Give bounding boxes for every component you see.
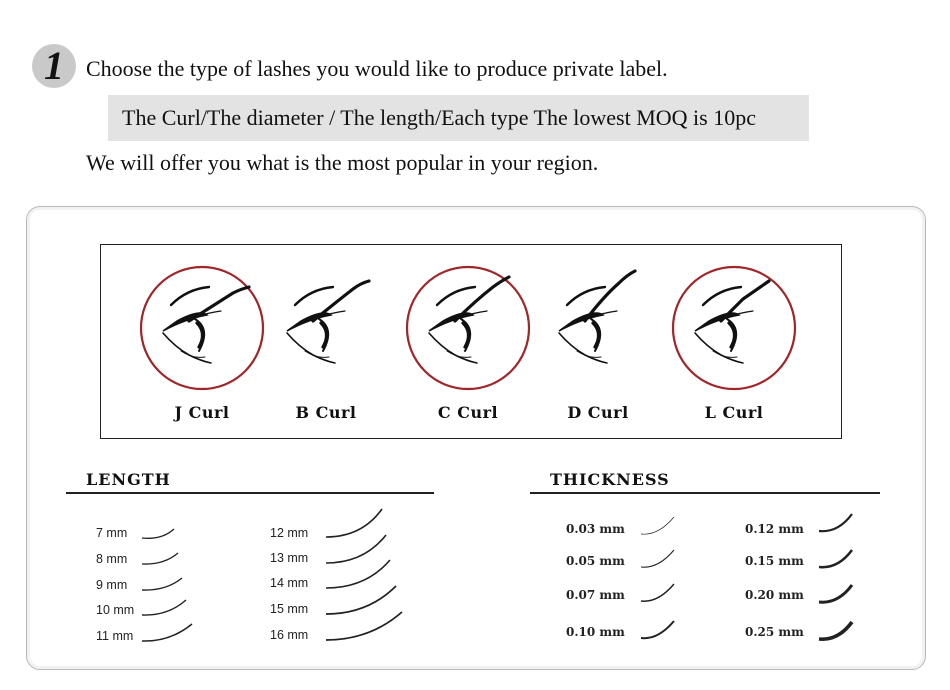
thickness-label: 0.15 mm <box>745 554 804 568</box>
thickness-label: 0.25 mm <box>745 625 804 639</box>
length-label: 8 mm <box>96 552 128 566</box>
j-curl-eye-icon <box>137 263 267 393</box>
thickness-title: THICKNESS <box>550 470 670 489</box>
curl-item-c <box>403 245 533 438</box>
thickness-label: 0.07 mm <box>566 588 625 602</box>
intro-text: Choose the type of lashes you would like to produce private label. <box>86 56 668 81</box>
curl-label: J Curl <box>174 403 230 422</box>
l-curl-eye-icon <box>669 263 799 393</box>
d-curl-eye-icon <box>533 263 663 393</box>
lash-0.03mm-icon <box>638 512 682 540</box>
curl-label: B Curl <box>295 403 357 422</box>
thickness-label: 0.05 mm <box>566 554 625 568</box>
length-label: 11 mm <box>96 629 134 643</box>
curl-item-l <box>669 245 799 438</box>
length-label: 9 mm <box>96 578 128 592</box>
c-curl-eye-icon <box>403 263 533 393</box>
length-divider <box>66 492 434 494</box>
thickness-label: 0.10 mm <box>566 625 625 639</box>
curl-item-d <box>533 245 663 438</box>
lash-0.25mm-icon <box>816 617 860 645</box>
curl-label: C Curl <box>437 403 499 422</box>
thickness-label: 0.20 mm <box>745 588 804 602</box>
curl-item-j <box>137 245 267 438</box>
length-label: 16 mm <box>270 628 309 642</box>
step-number: 1 <box>44 43 64 88</box>
length-label: 14 mm <box>270 576 309 590</box>
lash-16mm-icon <box>322 608 412 646</box>
lash-0.15mm-icon <box>816 545 860 573</box>
moq-note-text: The Curl/The diameter / The length/Each type The lowest MOQ is 10pc <box>122 105 756 130</box>
lash-0.10mm-icon <box>638 616 682 644</box>
moq-note-box <box>108 95 809 141</box>
step-number-badge <box>32 44 76 88</box>
length-label: 12 mm <box>270 526 309 540</box>
lash-0.05mm-icon <box>638 545 682 573</box>
thickness-label: 0.12 mm <box>745 522 804 536</box>
length-label: 10 mm <box>96 603 135 617</box>
lash-0.20mm-icon <box>816 580 860 608</box>
lash-0.07mm-icon <box>638 579 682 607</box>
curl-item-b <box>261 245 391 438</box>
length-title: LENGTH <box>86 470 171 489</box>
lash-11mm-icon <box>140 618 200 648</box>
lash-0.12mm-icon <box>816 509 860 537</box>
length-label: 15 mm <box>270 602 309 616</box>
b-curl-eye-icon <box>261 263 391 393</box>
thickness-label: 0.03 mm <box>566 522 625 536</box>
curl-types-frame <box>100 244 842 439</box>
offer-text: We will offer you what is the most popular in your region. <box>86 150 599 175</box>
curl-label: D Curl <box>567 403 629 422</box>
length-label: 7 mm <box>96 526 128 540</box>
curl-label: L Curl <box>704 403 764 422</box>
thickness-divider <box>530 492 880 494</box>
length-label: 13 mm <box>270 551 309 565</box>
